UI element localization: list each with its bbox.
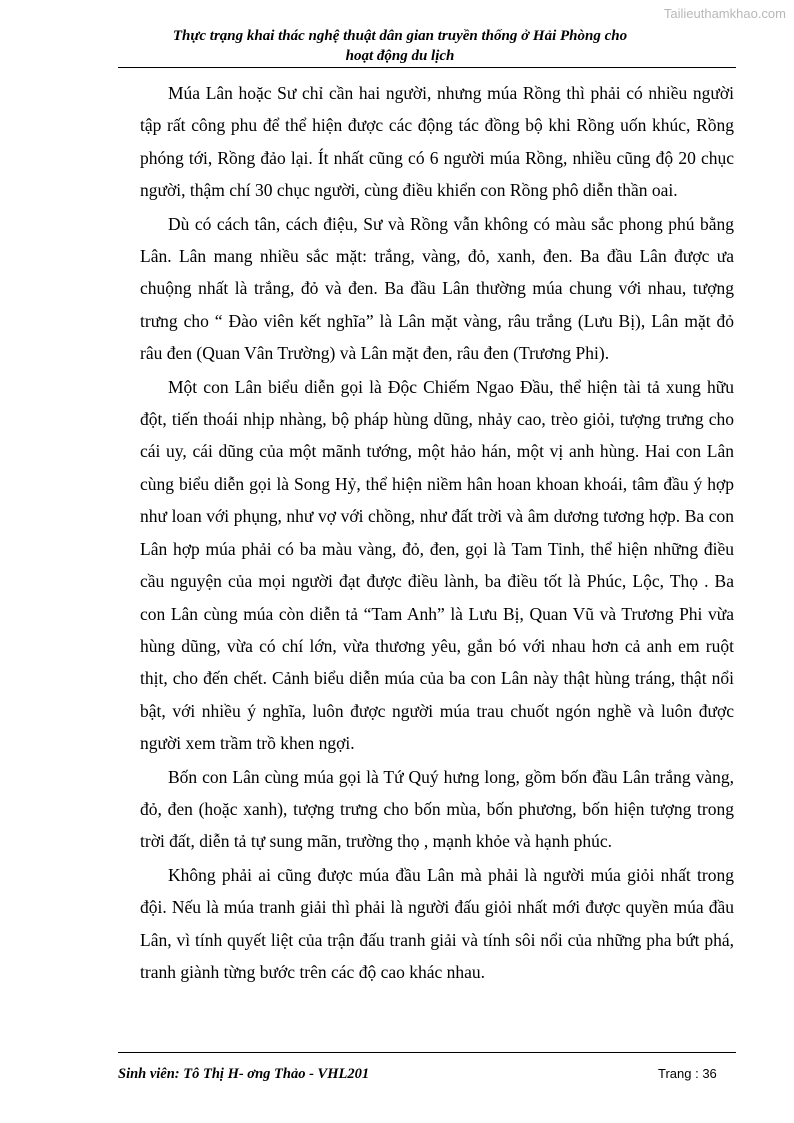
document-body — [140, 77, 734, 989]
paragraph: Múa Lân hoặc Sư chỉ cần hai người, nhưng múa Rồng thì phải có nhiều người tập rất công phu để thể hiện được các động tác đồng bộ khi Rồng uốn khúc, Rồng phóng tới, Rồng đảo lại. Ít nhất cũng có 6 người múa Rồng, nhiều cũng độ 20 chục người, thậm chí 30 chục người, cùng điều khiển con Rồng phô diễn thần oai. — [140, 83, 734, 201]
footer-divider — [118, 1052, 736, 1053]
page-header — [120, 26, 680, 66]
header-title-line-2: hoạt động du lịch — [345, 48, 455, 64]
paragraph: Dù có cách tân, cách điệu, Sư và Rồng vẫn không có màu sắc phong phú bằng Lân. Lân mang nhiều sắc mặt: trắng, vàng, đỏ, xanh, đen. Ba đầu Lân được ưa chuộng nhất là trắng, đỏ và đen. Ba đầu Lân thường múa chung với nhau, tượng trưng cho “ Đào viên kết nghĩa” là Lân mặt vàng, râu trắng (Lưu Bị), Lân mặt đỏ râu đen (Quan Vân Trường) và Lân mặt đen, râu đen (Trương Phi). — [140, 213, 734, 364]
footer-student-name: Sinh viên: Tô Thị H- ơng Thảo - VHL201 — [118, 1066, 370, 1082]
paragraph: Không phải ai cũng được múa đầu Lân mà phải là người múa giỏi nhất trong đội. Nếu là múa tranh giải thì phải là người đấu giỏi nhất mới được quyền múa đầu Lân, vì tính quyết liệt của trận đấu tranh giải và tính sôi nổi của những pha bứt phá, tranh giành từng bước trên các độ cao khác nhau. — [140, 864, 734, 982]
header-divider — [118, 67, 736, 68]
paragraph: Một con Lân biểu diễn gọi là Độc Chiếm Ngao Đầu, thể hiện tài tả xung hữu đột, tiến thoái nhịp nhàng, bộ pháp hùng dũng, nhảy cao, trèo giỏi, tượng trưng cho cái uy, cái dũng của một mãnh tướng, một hảo hán, một vị anh hùng. Hai con Lân cùng biểu diễn gọi là Song Hỷ, thể hiện niềm hân hoan khoan khoái, tâm đầu ý hợp như loan với phụng, như vợ với chồng, như đất trời và âm dương tương hợp. Ba con Lân hợp múa phải có ba màu vàng, đỏ, đen, gọi là Tam Tinh, thể hiện những điều cầu nguyện của mọi người đạt được điều lành, ba điều tốt là Phúc, Lộc, Thọ . Ba con Lân cùng múa còn diễn tả “Tam Anh” là Lưu Bị, Quan Vũ và Trương Phi vừa hùng dũng, vừa có chí lớn, vừa thương yêu, gắn bó với nhau hơn cả anh em ruột thịt, cho đến chết. Cảnh biểu diễn múa của ba con Lân này thật hùng tráng, thật nổi bật, với nhiều ý nghĩa, luôn được người múa trau chuốt ngón nghề và luôn được người xem trầm trồ khen ngợi. — [140, 376, 734, 754]
page-number: Trang : 36 — [658, 1066, 717, 1081]
paragraph: Bốn con Lân cùng múa gọi là Tứ Quý hưng long, gồm bốn đầu Lân trắng vàng, đỏ, đen (hoặc xanh), tượng trưng cho bốn mùa, bốn phương, bốn hiện tượng trong trời đất, diễn tả tự sung mãn, trường thọ , mạnh khỏe và hạnh phúc. — [140, 766, 734, 852]
header-title-line-1: Thực trạng khai thác nghệ thuật dân gian truyền thống ở Hải Phòng cho — [172, 28, 628, 44]
watermark: Tailieuthamkhao.com — [663, 6, 786, 21]
